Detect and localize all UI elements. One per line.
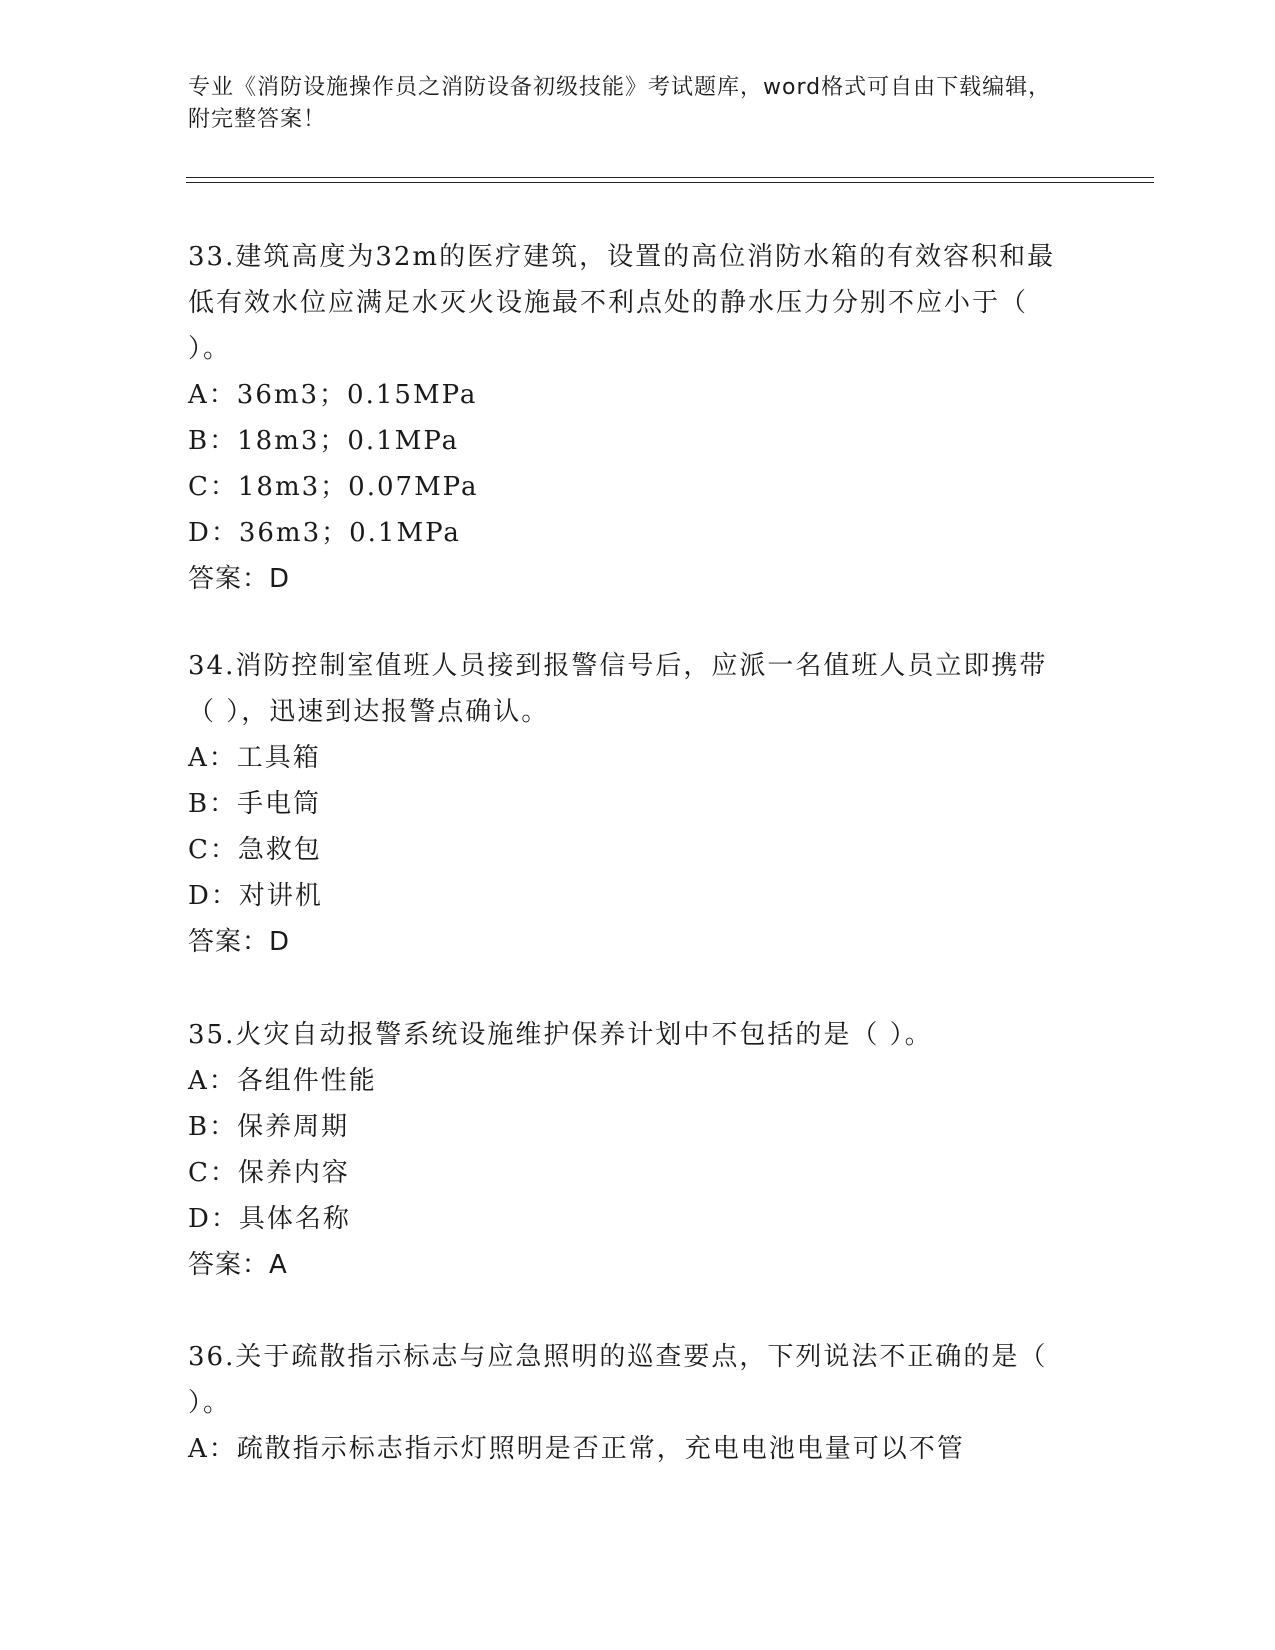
answer-line: [188, 1242, 1068, 1288]
option-d: D：对讲机: [188, 881, 323, 911]
option-b: B：保养周期: [188, 1112, 350, 1142]
answer-value: D: [269, 564, 291, 594]
option-a: A：工具箱: [188, 743, 321, 773]
option-d: D：36m3；0.1MPa: [188, 518, 461, 548]
answer-line: [188, 556, 1068, 602]
question-33: [188, 234, 1068, 602]
option-a: A：疏散指示标志指示灯照明是否正常，充电电池电量可以不管: [188, 1434, 965, 1464]
option-b: B：18m3；0.1MPa: [188, 426, 460, 456]
answer-label: 答案：: [188, 1250, 270, 1280]
header-divider-bottom: [186, 182, 1154, 183]
document-header: 专业《消防设施操作员之消防设备初级技能》考试题库，word格式可自由下载编辑，附完整答案！: [188, 75, 1052, 132]
answer-label: 答案：: [188, 927, 270, 957]
option-c: C：急救包: [188, 835, 322, 865]
option-c: C：保养内容: [188, 1158, 350, 1188]
question-stem: 35.火灾自动报警系统设施维护保养计划中不包括的是（ ）。: [188, 1020, 933, 1050]
answer-value: D: [269, 927, 291, 957]
header-divider-top: [186, 177, 1154, 178]
question-34: [188, 643, 1068, 965]
option-c: C：18m3；0.07MPa: [188, 472, 479, 502]
answer-label: 答案：: [188, 564, 270, 594]
question-stem: 34.消防控制室值班人员接到报警信号后，应派一名值班人员立即携带（ ），迅速到达报警点确认。: [188, 651, 1048, 727]
option-a: A：36m3；0.15MPa: [188, 380, 478, 410]
question-35: [188, 1012, 1068, 1288]
option-a: A：各组件性能: [188, 1066, 377, 1096]
question-stem: 36.关于疏散指示标志与应急照明的巡查要点，下列说法不正确的是（ ）。: [188, 1342, 1048, 1418]
option-d: D：具体名称: [188, 1204, 351, 1234]
question-36: [188, 1334, 1068, 1472]
option-b: B：手电筒: [188, 789, 322, 819]
answer-line: [188, 919, 1068, 965]
answer-value: A: [269, 1250, 288, 1280]
question-stem: 33.建筑高度为32m的医疗建筑，设置的高位消防水箱的有效容积和最低有效水位应满足水灭火设施最不利点处的静水压力分别不应小于（ ）。: [188, 242, 1056, 364]
